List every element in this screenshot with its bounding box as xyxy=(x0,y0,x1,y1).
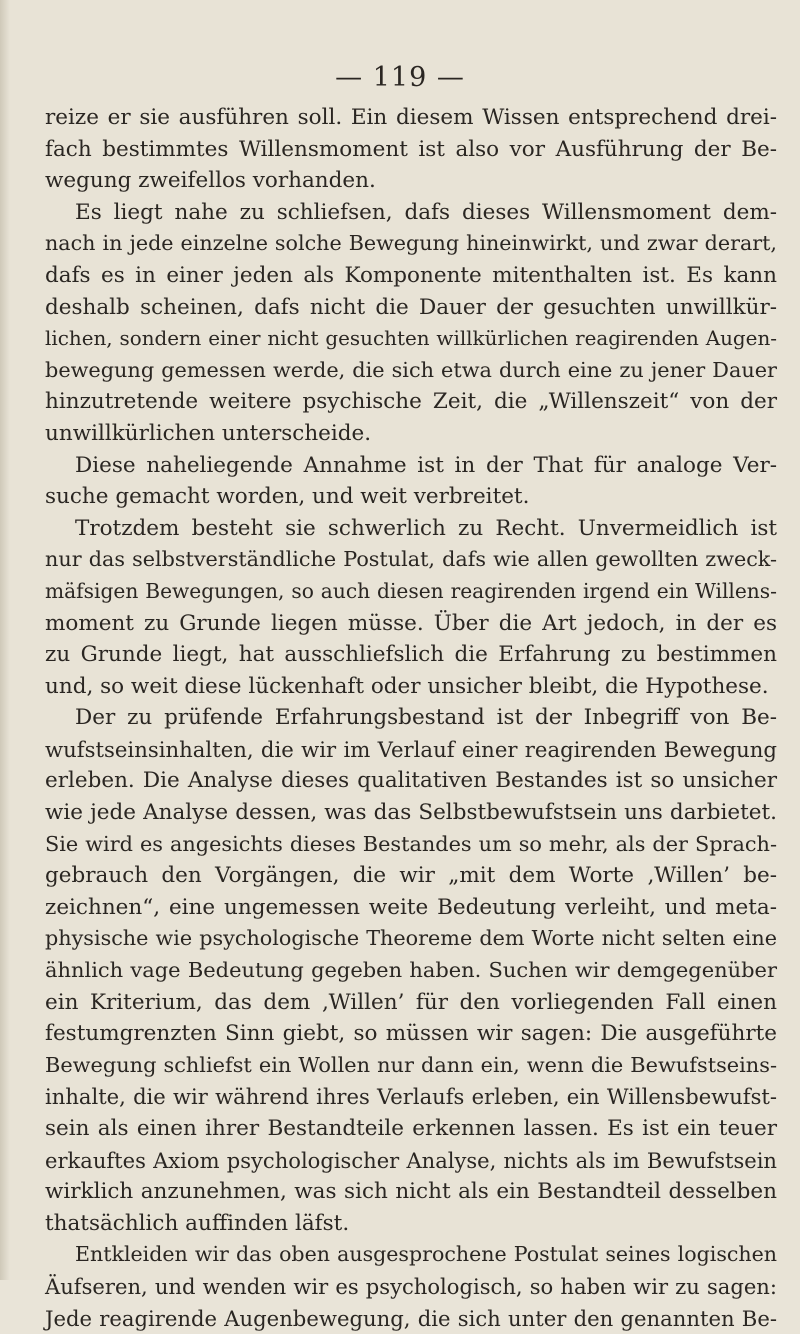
text-line: physische wie psychologische Theoreme dem Worte nicht selten eine xyxy=(45,926,777,951)
text-line: zu Grunde liegt, hat ausschliefslich die Erfahrung zu bestimmen xyxy=(45,642,777,668)
text-line: reize er sie ausführen soll. Ein diesem Wissen entsprechend drei- xyxy=(45,105,777,130)
text-line: Der zu prüfende Erfahrungsbestand ist der Inbegriff von Be- xyxy=(75,705,777,731)
text-line: bewegung gemessen werde, die sich etwa durch eine zu jener Dauer xyxy=(45,357,777,382)
text-line: wegung zweifellos vorhanden. xyxy=(45,168,376,194)
text-line: und, so weit diese lückenhaft oder unsicher bleibt, die Hypothese. xyxy=(45,673,769,699)
text-line: Diese naheliegende Annahme ist in der That für analoge Ver- xyxy=(75,452,777,478)
text-line: Sie wird es angesichts dieses Bestandes um so mehr, als der Sprach- xyxy=(45,831,777,856)
text-line: suche gemacht worden, und weit verbreitet. xyxy=(45,484,530,510)
text-line: erleben. Die Analyse dieses qualitativen Bestandes ist so unsicher xyxy=(45,768,777,794)
text-line: nur das selbstverständliche Postulat, dafs wie allen gewollten zweck- xyxy=(45,547,777,572)
text-line: wufstseinsinhalten, die wir im Verlauf einer reagirenden Bewegung xyxy=(45,736,777,762)
text-line: wie jede Analyse dessen, was das Selbstbewufstsein uns darbietet. xyxy=(45,800,777,826)
text-line: Trotzdem besteht sie schwerlich zu Recht. Unvermeidlich ist xyxy=(75,515,777,541)
text-line: wirklich anzunehmen, was sich nicht als ein Bestandteil desselben xyxy=(45,1179,777,1205)
text-line: sein als einen ihrer Bestandteile erkennen lassen. Es ist ein teuer xyxy=(45,1116,777,1141)
text-line: Äufseren, und wenden wir es psychologisch, so haben wir zu sagen: xyxy=(45,1273,777,1299)
text-line: deshalb scheinen, dafs nicht die Dauer der gesuchten unwillkür- xyxy=(45,294,777,320)
text-line: mäfsigen Bewegungen, so auch diesen reagirenden irgend ein Willens- xyxy=(45,578,777,603)
page-gutter-shadow xyxy=(0,0,10,1280)
text-line: Es liegt nahe zu schliefsen, dafs dieses Willensmoment dem- xyxy=(75,199,777,225)
text-line: unwillkürlichen unterscheide. xyxy=(45,420,372,446)
text-line: erkauftes Axiom psychologischer Analyse, nichts als im Bewufstsein xyxy=(45,1147,777,1173)
text-line: zeichnen“, eine ungemessen weite Bedeutung verleiht, und meta- xyxy=(45,894,777,920)
text-line: fach bestimmtes Willensmoment ist also vor Ausführung der Be- xyxy=(45,136,777,162)
body-text xyxy=(45,102,777,1334)
text-line: ein Kriterium, das dem ‚Willen’ für den vorliegenden Fall einen xyxy=(45,989,777,1015)
text-line: moment zu Grunde liegen müsse. Über die Art jedoch, in der es xyxy=(45,610,777,636)
text-line: thatsächlich auffinden läfst. xyxy=(45,1210,350,1236)
text-line: Bewegung schliefst ein Wollen nur dann ein, wenn die Bewufstseins- xyxy=(45,1052,777,1077)
text-line: gebrauch den Vorgängen, die wir „mit dem Worte ‚Willen’ be- xyxy=(45,863,777,889)
text-line: Jede reagirende Augenbewegung, die sich unter den genannten Be- xyxy=(45,1305,777,1331)
text-line: dafs es in einer jeden als Komponente mitenthalten ist. Es kann xyxy=(45,262,777,288)
text-line: Entkleiden wir das oben ausgesprochene Postulat seines logischen xyxy=(75,1242,777,1267)
text-line: festumgrenzten Sinn giebt, so müssen wir sagen: Die ausgeführte xyxy=(45,1021,777,1047)
page-number: — 119 — xyxy=(335,62,465,93)
text-line: nach in jede einzelne solche Bewegung hineinwirkt, und zwar derart, xyxy=(45,231,777,256)
text-line: ähnlich vage Bedeutung gegeben haben. Suchen wir demgegenüber xyxy=(45,958,777,983)
text-line: inhalte, die wir während ihres Verlaufs erleben, ein Willensbewufst- xyxy=(45,1084,777,1110)
text-line: hinzutretende weitere psychische Zeit, die „Willenszeit“ von der xyxy=(45,389,777,415)
text-line: lichen, sondern einer nicht gesuchten willkürlichen reagirenden Augen- xyxy=(45,327,777,351)
